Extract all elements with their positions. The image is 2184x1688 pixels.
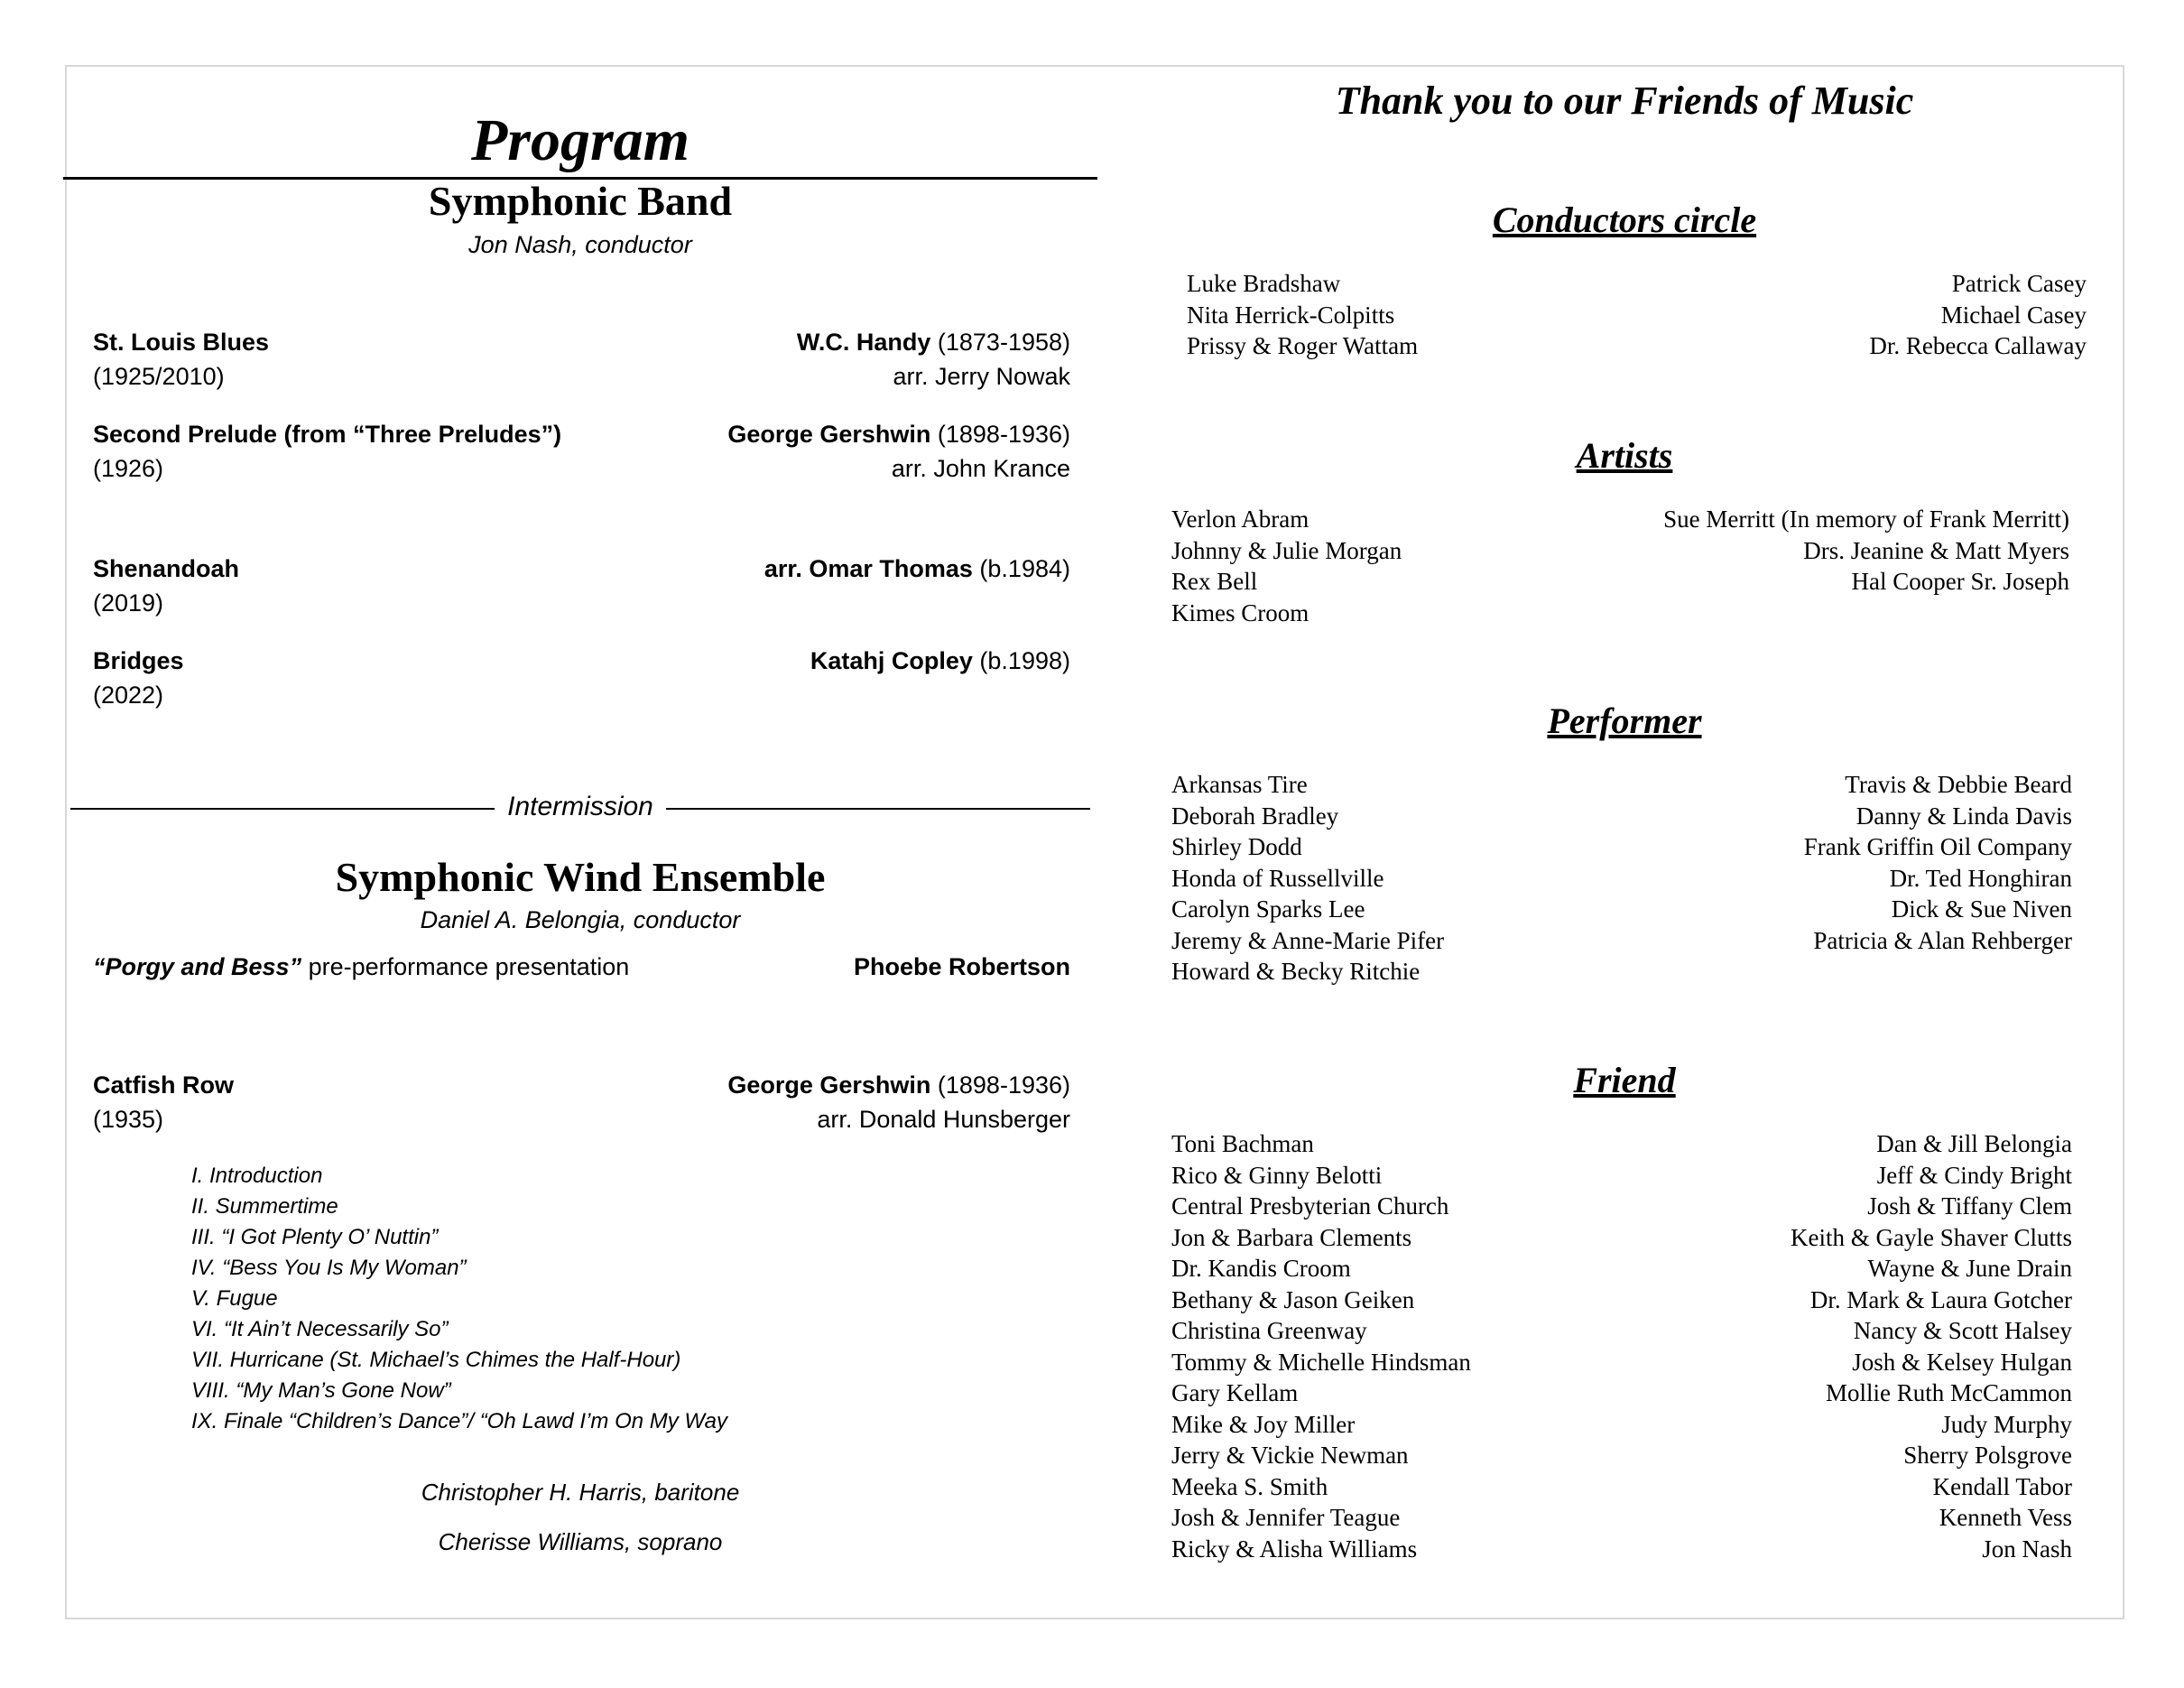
- donor-name: Dr. Rebecca Callaway: [1869, 332, 2087, 359]
- donor-name: Rico & Ginny Belotti: [1171, 1161, 1383, 1189]
- donor-name: Deborah Bradley: [1171, 802, 1339, 830]
- donor-name: Wayne & June Drain: [1867, 1255, 2072, 1282]
- donor-name: Gary Kellam: [1171, 1379, 1299, 1406]
- presentation-title: “Porgy and Bess”: [93, 953, 302, 980]
- composer-name: W.C. Handy: [796, 329, 931, 356]
- donor-name: Arkansas Tire: [1171, 771, 1308, 798]
- donor-name: Sue Merritt (In memory of Frank Merritt): [1663, 505, 2069, 533]
- presentation-text: pre-performance presentation: [301, 953, 630, 980]
- donor-list-left: [1187, 268, 1418, 362]
- donor-name: Nancy & Scott Halsey: [1853, 1317, 2072, 1344]
- composer-name: arr. Omar Thomas: [763, 555, 973, 582]
- soloist: Christopher H. Harris, baritone: [421, 1479, 740, 1506]
- piece-title: Second Prelude (from “Three Preludes”): [93, 421, 562, 448]
- donor-name: Dr. Mark & Laura Gotcher: [1809, 1285, 2072, 1313]
- donor-name: Honda of Russellville: [1171, 864, 1384, 892]
- movement-item: III. “I Got Plenty O’ Nuttin”: [191, 1225, 439, 1249]
- donor-name: Toni Bachman: [1171, 1130, 1314, 1157]
- donor-name: Drs. Jeanine & Matt Myers: [1803, 536, 2069, 564]
- presenter: Phoebe Robertson: [853, 953, 1070, 980]
- intermission-label: Intermission: [495, 792, 666, 821]
- donor-name: Mike & Joy Miller: [1171, 1410, 1356, 1438]
- movement-list: [191, 1161, 727, 1437]
- donor-name: Dr. Kandis Croom: [1171, 1255, 1351, 1282]
- donor-name: Central Presbyterian Church: [1171, 1192, 1449, 1220]
- friends-title: Thank you to our Friends of Music: [1335, 79, 1914, 123]
- donor-name: Sherry Polsgrove: [1903, 1442, 2072, 1469]
- arranger: arr. John Krance: [891, 455, 1070, 482]
- donor-name: Jon & Barbara Clements: [1171, 1223, 1412, 1251]
- tier-heading: Artists: [1576, 435, 1673, 476]
- donor-name: Jeremy & Anne-Marie Pifer: [1171, 926, 1445, 954]
- donor-name: Tommy & Michelle Hindsman: [1171, 1348, 1471, 1376]
- piece-title: Catfish Row: [93, 1071, 235, 1099]
- movement-item: I. Introduction: [191, 1164, 323, 1188]
- piece-year: (1926): [93, 455, 164, 482]
- movement-item: VIII. “My Man’s Gone Now”: [191, 1378, 451, 1403]
- program-title: Program: [470, 107, 690, 173]
- donor-list-left: [1171, 1128, 1471, 1564]
- movement-item: IV. “Bess You Is My Woman”: [191, 1256, 467, 1280]
- movement-item: VI. “It Ain’t Necessarily So”: [191, 1317, 449, 1341]
- donor-name: Kendall Tabor: [1932, 1472, 2072, 1500]
- movement-item: IX. Finale “Children’s Dance”/ “Oh Lawd I’m On My Way: [191, 1409, 727, 1433]
- donor-name: Johnny & Julie Morgan: [1171, 536, 1402, 564]
- program-entry: [93, 644, 1070, 712]
- movement-item: V. Fugue: [191, 1286, 278, 1311]
- donor-name: Nita Herrick-Colpitts: [1187, 301, 1395, 329]
- donor-name: Josh & Tiffany Clem: [1867, 1192, 2072, 1220]
- ensemble-title: Symphonic Wind Ensemble: [335, 854, 826, 900]
- composer-dates: (b.1984): [972, 555, 1070, 582]
- donor-name: Rex Bell: [1171, 568, 1258, 595]
- composer-dates: (b.1998): [972, 647, 1070, 674]
- donor-name: Meeka S. Smith: [1171, 1472, 1328, 1500]
- intermission-divider: [70, 790, 1090, 826]
- movement-item: VII. Hurricane (St. Michael’s Chimes the Half-Hour): [191, 1348, 681, 1372]
- donor-name: Dr. Ted Honghiran: [1889, 864, 2072, 892]
- piece-title: Shenandoah: [93, 555, 240, 582]
- tier-heading: Conductors circle: [1492, 199, 1757, 240]
- composer-dates: (1898-1936): [930, 1071, 1070, 1099]
- movement-item: II. Summertime: [191, 1194, 338, 1219]
- donor-list-left: [1171, 504, 1402, 628]
- donor-name: Carolyn Sparks Lee: [1171, 895, 1365, 923]
- donor-name: Jeff & Cindy Bright: [1876, 1161, 2072, 1189]
- donor-name: Mollie Ruth McCammon: [1826, 1379, 2072, 1406]
- donor-name: Michael Casey: [1940, 301, 2087, 329]
- donor-name: Dick & Sue Niven: [1891, 895, 2072, 923]
- donor-name: Shirley Dodd: [1171, 833, 1302, 860]
- donor-name: Jerry & Vickie Newman: [1171, 1442, 1409, 1469]
- band-title: Symphonic Band: [428, 178, 733, 224]
- composer-name: Katahj Copley: [810, 647, 973, 674]
- donor-name: Keith & Gayle Shaver Clutts: [1791, 1223, 2072, 1251]
- band-conductor: Jon Nash, conductor: [468, 231, 692, 258]
- donor-list-right: [1624, 1128, 2072, 1564]
- donor-name: Bethany & Jason Geiken: [1171, 1285, 1415, 1313]
- donor-name: Jon Nash: [1982, 1535, 2072, 1563]
- arranger: arr. Donald Hunsberger: [817, 1106, 1070, 1133]
- composer-dates: (1898-1936): [930, 421, 1070, 448]
- piece-title: Bridges: [93, 647, 184, 674]
- program-entry: [93, 417, 1070, 486]
- donor-name: Josh & Jennifer Teague: [1171, 1504, 1401, 1531]
- piece-year: (2022): [93, 682, 164, 709]
- donor-list-right: [1624, 268, 2087, 362]
- donor-name: Patrick Casey: [1951, 270, 2087, 297]
- arranger: arr. Jerry Nowak: [893, 363, 1070, 390]
- donor-name: Judy Murphy: [1941, 1410, 2072, 1438]
- donor-list-right: [1534, 504, 2069, 598]
- soloist: Cherisse Williams, soprano: [438, 1528, 723, 1555]
- donor-name: Josh & Kelsey Hulgan: [1852, 1348, 2072, 1376]
- donor-name: Dan & Jill Belongia: [1876, 1130, 2072, 1157]
- donor-name: Danny & Linda Davis: [1855, 802, 2072, 830]
- donor-list-left: [1171, 769, 1444, 988]
- donor-name: Patricia & Alan Rehberger: [1813, 926, 2072, 954]
- donor-name: Luke Bradshaw: [1187, 270, 1341, 297]
- piece-year: (1925/2010): [93, 363, 225, 390]
- donor-name: Verlon Abram: [1171, 505, 1309, 533]
- program-entry: [93, 552, 1070, 620]
- ensemble-conductor: Daniel A. Belongia, conductor: [420, 906, 741, 933]
- piece-year: (2019): [93, 589, 164, 617]
- donor-name: Frank Griffin Oil Company: [1803, 833, 2072, 860]
- donor-name: Christina Greenway: [1171, 1317, 1367, 1344]
- piece-year: (1935): [93, 1106, 164, 1133]
- tier-heading: Friend: [1573, 1060, 1676, 1100]
- composer-name: George Gershwin: [727, 421, 931, 448]
- donor-name: Prissy & Roger Wattam: [1187, 332, 1419, 359]
- piece-title: St. Louis Blues: [93, 329, 270, 356]
- donor-name: Ricky & Alisha Williams: [1171, 1535, 1418, 1563]
- composer-name: George Gershwin: [727, 1071, 931, 1099]
- donor-list-right: [1624, 769, 2072, 956]
- tier-heading: Performer: [1547, 700, 1702, 741]
- program-entry: [93, 325, 1070, 394]
- composer-dates: (1873-1958): [930, 329, 1070, 356]
- donor-name: Hal Cooper Sr. Joseph: [1851, 568, 2069, 595]
- donor-name: Kenneth Vess: [1939, 1504, 2072, 1531]
- donor-name: Travis & Debbie Beard: [1845, 771, 2072, 798]
- donor-name: Howard & Becky Ritchie: [1171, 958, 1421, 985]
- donor-name: Kimes Croom: [1171, 598, 1309, 626]
- program-entry: [93, 1068, 1070, 1136]
